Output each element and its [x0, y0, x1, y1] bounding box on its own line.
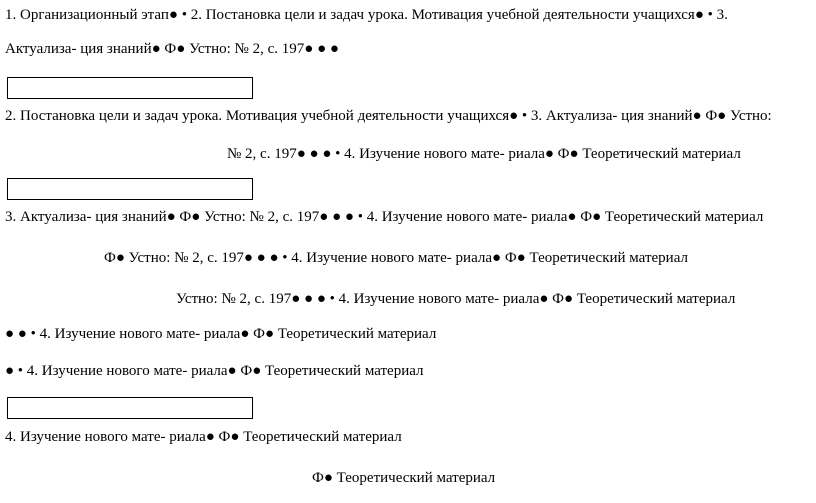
text-line-11: Ф● Теоретический материал: [312, 470, 496, 486]
text-line-9: ● • 4. Изучение нового мате- риала● Ф● Теоретический материал: [5, 363, 424, 379]
text-line-4: № 2, с. 197● ● ● • 4. Изучение нового мате- риала● Ф● Теоретический материал: [227, 146, 741, 162]
empty-box-2: [7, 178, 253, 200]
text-line-8: ● ● • 4. Изучение нового мате- риала● Ф● Теоретический материал: [5, 326, 437, 342]
text-line-6: Ф● Устно: № 2, с. 197● ● ● • 4. Изучение нового мате- риала● Ф● Теоретический материал: [104, 250, 688, 266]
text-line-5: 3. Актуализа- ция знаний● Ф● Устно: № 2, с. 197● ● ● • 4. Изучение нового мате- риала● Ф● Теоретический материал: [5, 209, 764, 225]
text-line-2: Актуализа- ция знаний● Ф● Устно: № 2, с. 197● ● ●: [5, 41, 339, 57]
text-line-1: 1. Организационный этап● • 2. Постановка цели и задач урока. Мотивация учебной деятельности учащихся● • 3.: [5, 7, 728, 23]
empty-box-1: [7, 77, 253, 99]
text-line-7: Устно: № 2, с. 197● ● ● • 4. Изучение нового мате- риала● Ф● Теоретический материал: [176, 291, 736, 307]
text-line-10: 4. Изучение нового мате- риала● Ф● Теоретический материал: [5, 429, 402, 445]
text-line-3: 2. Постановка цели и задач урока. Мотивация учебной деятельности учащихся● • 3. Актуализа- ция знаний● Ф● Устно:: [5, 108, 772, 124]
empty-box-3: [7, 397, 253, 419]
